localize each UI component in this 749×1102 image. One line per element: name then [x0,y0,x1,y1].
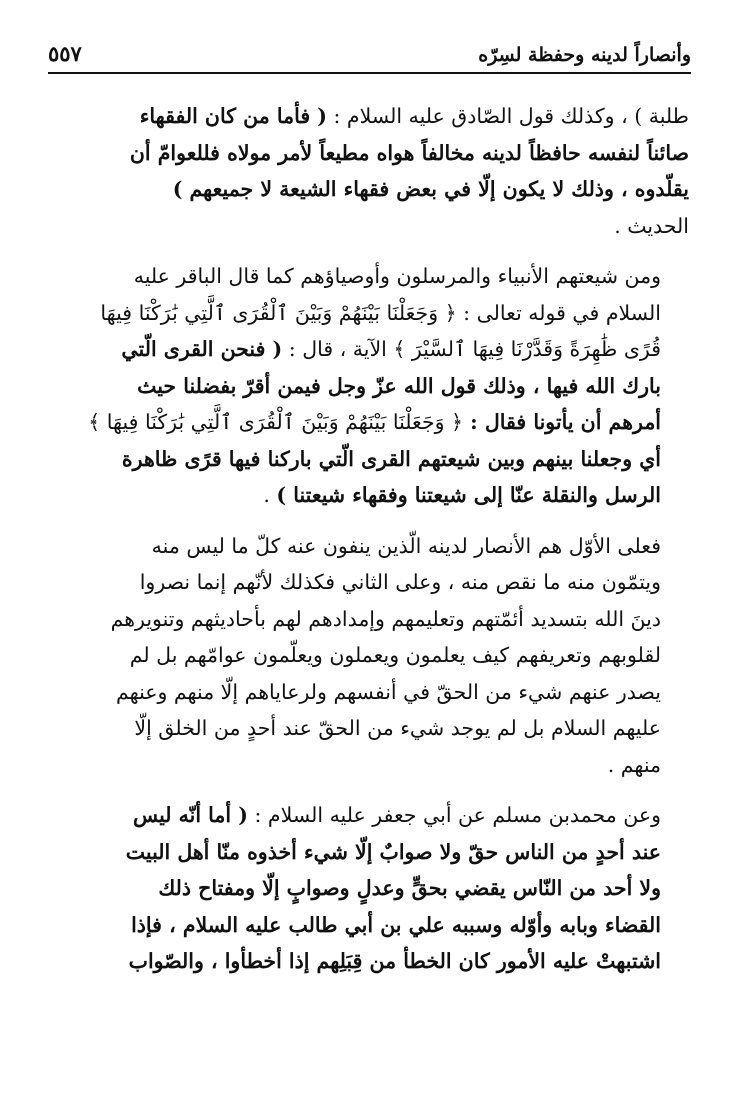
body-text: ﴿ وَجَعَلْنَا بَيْنَهُمْ وَبَيْنَ ٱلْقُرَى ٱلَّتِي بَٰرَكْنَا فِيهَا [100,300,457,325]
quoted-text: عند أحدٍ من الناس حقّ ولا صوابٌ إلّا شيء أخذوه منّا أهل البيت [125,839,661,864]
body-text: عليهم السلام بل لم يوجد شيء من الحقّ عند أحدٍ من الخلق إلّا [134,716,661,740]
body-text: ويتمّون منه ما نقص منه ، وعلى الثاني فكذلك لأنّهم إنما نصروا [139,570,661,594]
text-line [64,404,689,441]
page-number: ٥٥٧ [48,41,82,66]
paragraph [64,797,689,980]
quoted-text: ( فنحن القرى الّتي [121,337,283,361]
text-line [64,907,689,944]
text-line [64,747,689,784]
text-line [64,135,689,172]
text-line [64,601,689,638]
quoted-text: ولا أحد من النّاس يقضي بحقٍّ وعدلٍ وصوابٍ إلّا ومفتاح ذلك [158,876,661,900]
quoted-text: صائناً لنفسه حافظاً لدينه مخالفاً هواه مطيعاً لأمر مولاه فللعوامّ أن [129,140,689,165]
body-text: ومن شيعتهم الأنبياء والمرسلون وأوصياؤهم كما قال الباقر عليه [133,264,661,288]
quoted-text: بارك الله فيها ، وذلك قول الله عزّ وجل فيمن أقرّ بفضلنا حيث [137,373,661,398]
paragraph [64,258,689,514]
quoted-text: ( أما أنّه ليس [132,803,248,827]
text-line [64,870,689,907]
running-title: وأنصاراً لدينه وحفظة لسِرّه [478,44,691,66]
body-text: الآية ، قال : [282,337,394,361]
text-line [64,368,689,405]
paragraph [64,98,689,244]
quoted-text: ( فأما من كان الفقهاء [139,104,327,128]
body-text: . [263,483,277,507]
paragraph [64,528,689,784]
body-text: طلبة ) ، وكذلك قول الصّادق عليه السلام : [326,104,689,128]
body-text: وعن محمدبن مسلم عن أبي جعفر عليه السلام : [247,803,661,827]
quoted-text: أمرهم أن يأتونا فقال : [463,410,661,434]
body-text: الحديث . [614,213,689,238]
body-text: قُرًى ظَٰهِرَةً وَقَدَّرْنَا فِيهَا ٱلسَّيْرَ ﴾ [393,337,661,361]
body-text: يصدر عنهم شيء من الحقّ في أنفسهم ولرعاياهم إلّا منهم وعنهم [115,679,661,704]
body-text: لقلوبهم وتعريفهم كيف يعلمون ويعملون ويعلّمون عوامّهم بل لم [129,643,661,667]
text-line [64,797,689,834]
body-text: فعلى الأوّل هم الأنصار لدينه الّذين ينفون عنه كلّ ما ليس منه [151,533,661,558]
text-line [64,637,689,674]
quoted-text: الرسل والنقلة عنّا إلى شيعتنا وفقهاء شيعتنا ) [276,483,661,507]
body-text: ﴿ وَجَعَلْنَا بَيْنَهُمْ وَبَيْنَ ٱلْقُرَى ٱلَّتِي بَٰرَكْنَا فِيهَا ﴾ [88,410,464,434]
text-line [64,441,689,478]
text-line [64,171,689,208]
body-text: منهم . [607,752,661,777]
body-text: دينَ الله بتسديد أئمّتهم وتعليمهم وإمدادهم لهم بأحاديثهم وتنويرهم [110,606,661,631]
text-line [64,674,689,711]
quoted-text: أي وجعلنا بينهم وبين شيعتهم القرى الّتي باركنا فيها قرًى ظاهرة [121,446,661,471]
text-line [64,258,689,295]
text-line [64,564,689,601]
text-line [64,295,689,332]
text-line [64,331,689,368]
body-text: السلام في قوله تعالى : [456,300,661,325]
text-line [64,208,689,245]
page-header [48,30,691,74]
quoted-text: القضاء وبابه وأوّله وسببه علي بن أبي طالب عليه السلام ، فإذا [131,912,661,937]
text-line [64,477,689,514]
text-line [64,98,689,135]
text-line [64,834,689,871]
page-body [64,98,689,1082]
text-line [64,943,689,980]
quoted-text: اشتبهتْ عليه الأمور كان الخطأ من قِبَلِهم إذا أخطأوا ، والصّواب [128,949,661,973]
quoted-text: يقلّدوه ، وذلك لا يكون إلّا في بعض فقهاء الشيعة لا جميعهم ) [172,177,689,201]
text-line [64,528,689,565]
text-line [64,710,689,747]
